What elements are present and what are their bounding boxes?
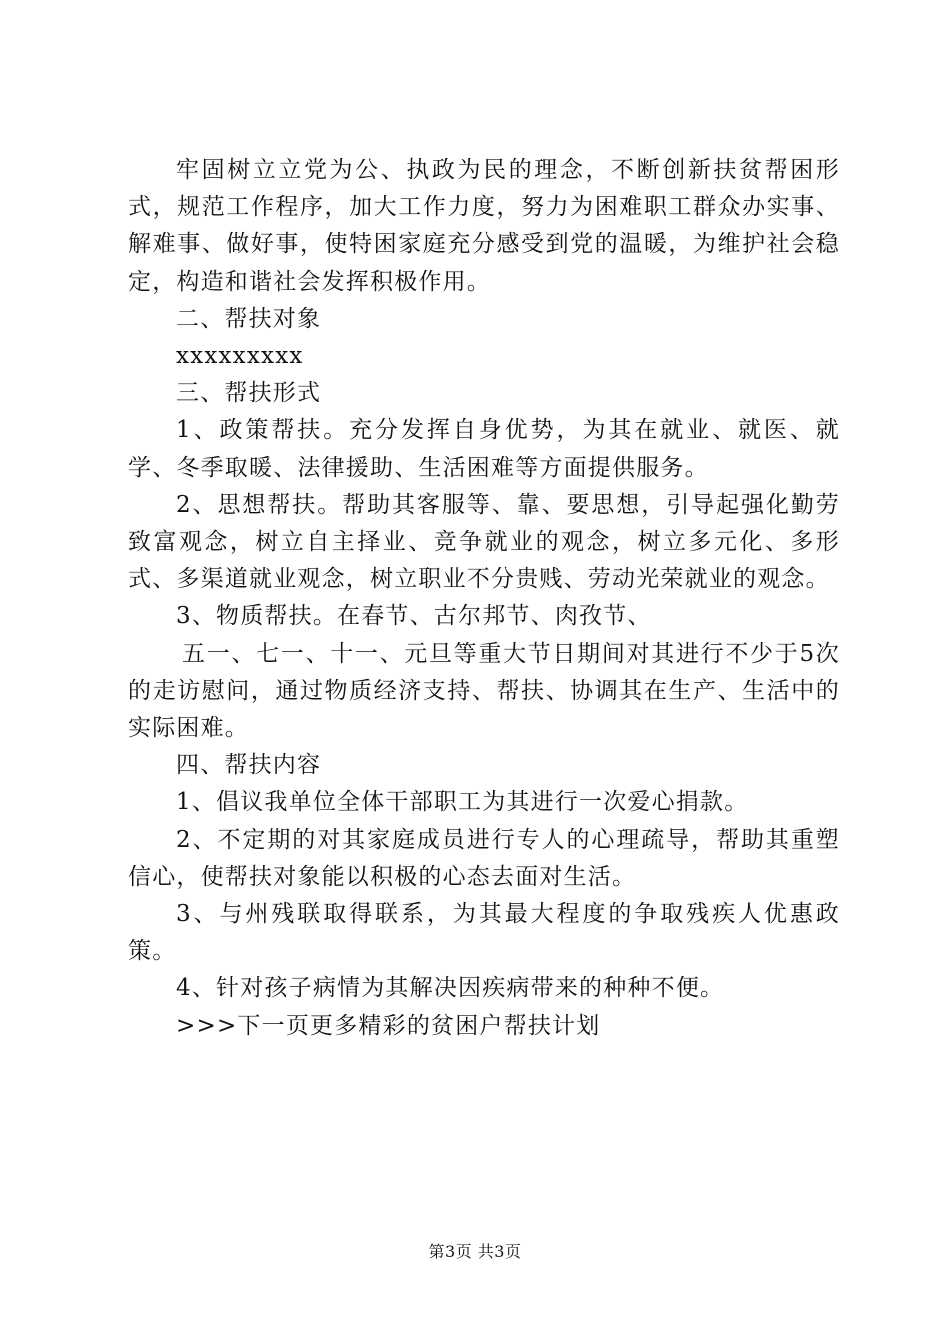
content-item-counseling: 2、不定期的对其家庭成员进行专人的心理疏导，帮助其重塑信心，使帮扶对象能以积极的心态去面对生活。 bbox=[128, 826, 840, 890]
content-item-illness: 4、针对孩子病情为其解决因疾病带来的种种不便。 bbox=[176, 975, 725, 1002]
target-placeholder: xxxxxxxxx bbox=[176, 343, 304, 370]
document-body bbox=[128, 152, 840, 1045]
form-item-material-continued: 五一、七一、十一、元旦等重大节日期间对其进行不少于5次的走访慰问，通过物质经济支持、帮扶、协调其在生产、生活中的实际困难。 bbox=[128, 640, 840, 742]
form-item-material: 3、物质帮扶。在春节、古尔邦节、肉孜节、 bbox=[176, 603, 652, 630]
section-heading-content: 四、帮扶内容 bbox=[176, 752, 322, 779]
form-item-thought: 2、思想帮扶。帮助其客服等、靠、要思想，引导起强化勤劳致富观念，树立自主择业、竞争就业的观念，树立多元化、多形式、多渠道就业观念，树立职业不分贵贱、劳动光荣就业的观念。 bbox=[128, 491, 840, 593]
form-item-policy: 1、政策帮扶。充分发挥自身优势，为其在就业、就医、就学、冬季取暖、法律援助、生活困难等方面提供服务。 bbox=[128, 417, 840, 481]
next-page-link[interactable]: >>>下一页更多精彩的贫困户帮扶计划 bbox=[176, 1012, 601, 1039]
paragraph-intro: 牢固树立立党为公、执政为民的理念，不断创新扶贫帮困形式，规范工作程序，加大工作力度，努力为困难职工群众办实事、解难事、做好事，使特困家庭充分感受到党的温暖，为维护社会稳定，构造和谐社会发挥积极作用。 bbox=[128, 157, 840, 295]
section-heading-targets: 二、帮扶对象 bbox=[176, 305, 322, 332]
content-item-disability-policy: 3、与州残联取得联系，为其最大程度的争取残疾人优惠政策。 bbox=[128, 901, 840, 965]
section-heading-forms: 三、帮扶形式 bbox=[176, 380, 322, 407]
content-item-donation: 1、倡议我单位全体干部职工为其进行一次爱心捐款。 bbox=[176, 789, 749, 816]
page-number-footer: 第3页 共3页 bbox=[428, 1242, 522, 1261]
